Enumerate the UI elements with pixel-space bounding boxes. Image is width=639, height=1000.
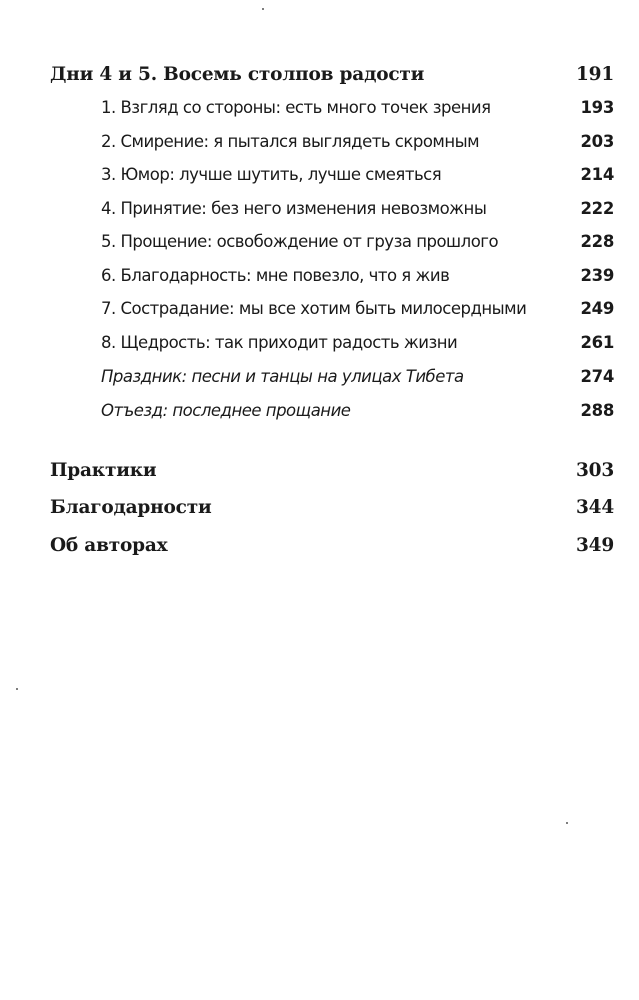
toc-entry-practices — [0, 456, 639, 486]
toc-entry-title: 3. Юмор: лучше шутить, лучше смеяться — [101, 165, 442, 184]
toc-entry-page: 193 — [580, 98, 614, 117]
toc-entry-page: 261 — [580, 333, 614, 352]
toc-entry-section-3 — [0, 160, 639, 190]
toc-entry-section-5 — [0, 227, 639, 257]
toc-entry-title: 6. Благодарность: мне повезло, что я жив — [101, 266, 450, 285]
scan-speck — [566, 822, 568, 824]
toc-entry-page: 228 — [580, 232, 614, 251]
toc-entry-acknowledgements — [0, 493, 639, 523]
toc-entry-part — [0, 60, 639, 90]
toc-entry-page: 239 — [580, 266, 614, 285]
toc-entry-page: 249 — [580, 299, 614, 318]
toc-entry-title: 5. Прощение: освобождение от груза прошлого — [101, 232, 499, 251]
toc-entry-section-2 — [0, 127, 639, 157]
toc-entry-page: 349 — [575, 535, 614, 556]
toc-entry-section-1 — [0, 93, 639, 123]
scan-speck — [262, 8, 264, 10]
toc-entry-page: 274 — [580, 367, 614, 386]
toc-entry-title: 8. Щедрость: так приходит радость жизни — [101, 333, 458, 352]
toc-entry-about-authors — [0, 531, 639, 561]
toc-entry-title: Об авторах — [50, 535, 168, 556]
toc-entry-section-4 — [0, 194, 639, 224]
scan-speck — [16, 688, 18, 690]
toc-entry-title: 4. Принятие: без него изменения невозможны — [101, 199, 487, 218]
toc-entry-page: 203 — [580, 132, 614, 151]
toc-entry-page: 303 — [575, 460, 614, 481]
toc-entry-page: 214 — [580, 165, 614, 184]
toc-entry-section-8 — [0, 328, 639, 358]
toc-entry-title: 2. Смирение: я пытался выглядеть скромным — [101, 132, 480, 151]
toc-entry-title: 7. Сострадание: мы все хотим быть милосердными — [101, 299, 527, 318]
toc-entry-section-6 — [0, 261, 639, 291]
toc-entry-departure — [0, 396, 639, 426]
toc-entry-title: 1. Взгляд со стороны: есть много точек зрения — [101, 98, 491, 117]
toc-entry-title: Отъезд: последнее прощание — [101, 401, 351, 420]
toc-entry-title: Практики — [50, 460, 157, 481]
toc-entry-page: 222 — [580, 199, 614, 218]
toc-entry-holiday — [0, 362, 639, 392]
toc-entry-page: 344 — [575, 497, 614, 518]
toc-entry-title: Праздник: песни и танцы на улицах Тибета — [101, 367, 464, 386]
toc-entry-section-7 — [0, 294, 639, 324]
toc-entry-title: Благодарности — [50, 497, 212, 518]
toc-entry-page: 191 — [575, 64, 614, 85]
toc-entry-page: 288 — [580, 401, 614, 420]
toc-entry-title: Дни 4 и 5. Восемь столпов радости — [50, 64, 425, 85]
